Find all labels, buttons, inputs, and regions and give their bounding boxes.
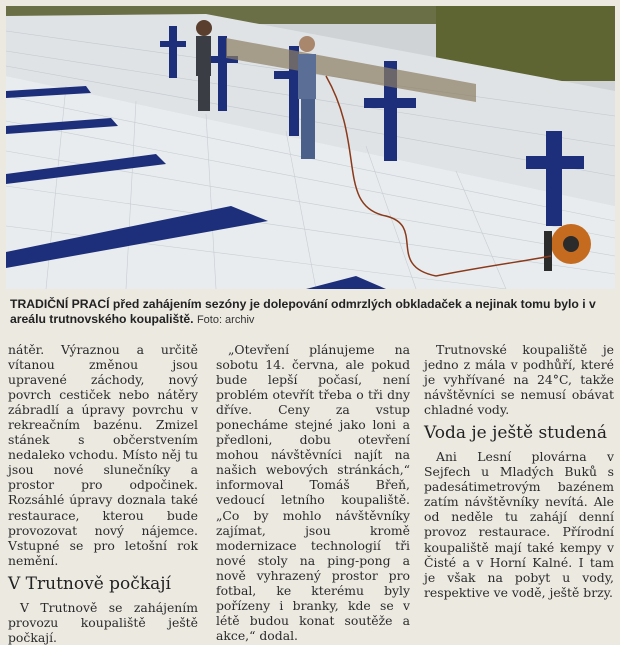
photo-caption (10, 297, 606, 328)
column-1 (8, 342, 198, 645)
column-2 (216, 342, 410, 643)
col2-paragraph-1: „Otevření plánujeme na sobotu 14. června, ale pokud bude lepší počasí, není problém otevřít třeba o tři dny dříve. Ceny za vstup ponecháme stejné jako loni a předloni, dobu otevření mohou návštěvníci najít na našich webových stránkách,“ informoval Tomáš Břeň, vedoucí letního koupaliště. „Co by mohlo návštěvníky zajímat, jsou kromě modernizace technologií tři nové stoly na ping-pong a nově vyhrazený prostor pro fotbal, ke kterému byly pořízeny i branky, kde se v létě budou konat soutěže a akce,“ dodal. (216, 342, 410, 643)
col1-paragraph-1: nátěr. Výraznou a určitě vítanou změnou jsou upravené záchody, nový povrch cestiček nebo nátěry zábradlí a úpravy povrchu v rekreačním bazénu. Zmizel stánek s občerstvením nedaleko vchodu. Místo něj tu jsou nové slunečníky a prostor pro odpočinek. Rozsáhlé úpravy doznala také restaurace, kterou bude provozovat nový nájemce. Vstupné se pro letošní rok nemění. (8, 342, 198, 568)
col3-paragraph-2: Ani Lesní plovárna v Sejfech u Mladých Buků s padesátimetrovým bazénem zatím návštěvníky nevítá. Ale od neděle tu zahájí denní provoz restaurace. Přírodní koupaliště mají také kempy v Čisté a v Horní Kalné. I tam je však na pobyt u vody, respektive ve vodě, ještě brzy. (424, 449, 614, 600)
col1-heading: V Trutnově počkají (8, 573, 171, 594)
pool-renovation-photo (6, 6, 615, 289)
col1-paragraph-2: V Trutnově se zahájením provozu koupaliště ještě počkají. (8, 599, 198, 645)
photo-credit: Foto: archiv (196, 314, 255, 326)
column-3 (424, 342, 614, 600)
caption-text: TRADIČNÍ PRACÍ před zahájením sezóny je dolepování odmrzlých obkladaček a nejinak tomu bylo i v areálu trutnovského koupaliště. (10, 297, 596, 326)
col3-heading: Voda je ještě studená (424, 423, 607, 444)
col3-paragraph-1: Trutnovské koupaliště je jedno z mála v podhůří, které je vyhřívané na 24°C, takže návštěvníci se nemusí obávat chladné vody. (424, 342, 614, 418)
